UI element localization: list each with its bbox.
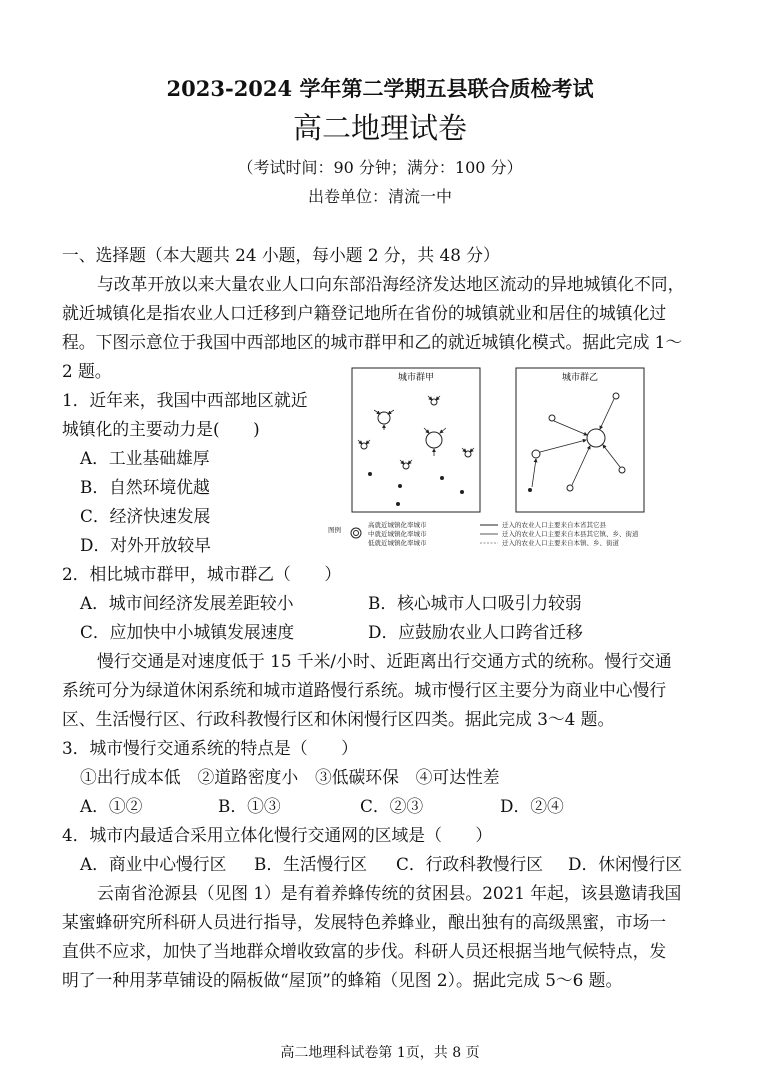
intro2-line3: 区、生活慢行区、行政科教慢行区和休闲慢行区四类。据此完成 3～4 题。 [62,709,615,729]
q2-option-a: A．城市间经济发展差距较小 [80,593,294,613]
q3-option-c: C．②③ [360,796,424,816]
q1-stem-line2: 城镇化的主要动力是( ) [62,419,260,439]
exam-info: （考试时间：90 分钟；满分：100 分） [237,158,523,177]
arrow-item-3: 迁入的农业人口主要来自本镇、乡、街道 [502,539,619,547]
intro3-line4: 明了一种用茅草铺设的隔板做“屋顶”的蜂箱（见图 2）。据此完成 5～6 题。 [62,970,623,990]
intro1-line4: 2 题。 [62,361,112,381]
subject-title: 高二地理试卷 [292,111,467,145]
q1-option-c: C．经济快速发展 [80,506,211,526]
q2-stem: 2．相比城市群甲，城市群乙（ ） [62,564,342,584]
legend-title: 图例 [328,526,341,534]
section-heading: 一、选择题（本大题共 24 小题，每小题 2 分，共 48 分） [62,245,500,265]
q1-option-d: D．对外开放较早 [80,535,211,555]
exam-title: 2023-2024 学年第二学期五县联合质检考试 [166,76,594,101]
urbanization-diagram [328,366,698,556]
q4-option-a: A．商业中心慢行区 [80,854,227,874]
panel-a-title: 城市群甲 [397,373,435,383]
intro2-line2: 系统可分为绿道休闲系统和城市道路慢行系统。城市慢行区主要分为商业中心慢行 [62,680,667,700]
q3-option-a: A．①② [80,796,143,816]
panel-b [516,368,644,512]
q1-option-b: B．自然环境优越 [80,477,210,497]
intro2-line1: 慢行交通是对速度低于 15 千米/小时、近距离出行交通方式的统称。慢行交通 [97,651,672,671]
q3-option-b: B．①③ [218,796,281,816]
panel-b-title: 城市群乙 [561,373,599,383]
legend [328,520,639,547]
q2-option-c: C．应加快中小城镇发展速度 [80,622,295,642]
q3-option-d: D．②④ [500,796,564,816]
q4-option-c: C．行政科教慢行区 [396,854,544,874]
issuer: 出卷单位：清流一中 [307,187,452,206]
intro1-line1: 与改革开放以来大量农业人口向东部沿海经济发达地区流动的异地城镇化不同， [97,274,685,294]
arrow-item-2: 迁入的农业人口主要来自本县其它镇、乡、街道 [502,530,639,538]
intro3-line2: 某蜜蜂研究所科研人员进行指导，发展特色养蜂业，酿出独有的高级黑蜜，市场一 [62,912,667,932]
q4-option-d: D．休闲慢行区 [568,854,683,874]
q4-option-b: B．生活慢行区 [254,854,368,874]
q2-option-d: D．应鼓励农业人口跨省迁移 [368,622,583,642]
arrow-item-1: 迁入的农业人口主要来自本省其它县 [502,521,606,529]
intro1-line3: 程。下图示意位于我国中西部地区的城市群甲和乙的就近城镇化模式。据此完成 1～ [62,332,683,352]
q1-option-a: A．工业基础雄厚 [80,448,210,468]
intro3-line3: 直供不应求，加快了当地群众增收致富的步伐。科研人员还根据当地气候特点，发 [62,941,667,961]
legend-item-low: 低就近城镇化率城市 [368,539,427,547]
q3-stem: 3．城市慢行交通系统的特点是（ ） [62,738,358,758]
legend-item-mid: 中就近城镇化率城市 [368,530,427,538]
page-footer: 高二地理科试卷第 1页，共 8 页 [280,1045,480,1061]
intro3-line1: 云南省沧源县（见图 1）是有着养蜂传统的贫困县。2021 年起，该县邀请我国 [97,883,682,903]
q2-option-b: B．核心城市人口吸引力较弱 [368,593,582,613]
q1-stem-line1: 1．近年来，我国中西部地区就近 [62,390,308,410]
q4-stem: 4．城市内最适合采用立体化慢行交通网的区域是（ ） [62,825,493,845]
legend-item-high: 高就近城镇化率城市 [368,521,427,529]
intro1-line2: 就近城镇化是指农业人口迁移到户籍登记地所在省份的城镇就业和居住的城镇化过 [62,303,667,323]
panel-a [352,368,480,512]
q3-choices: ①出行成本低 ②道路密度小 ③低碳环保 ④可达性差 [80,767,500,787]
